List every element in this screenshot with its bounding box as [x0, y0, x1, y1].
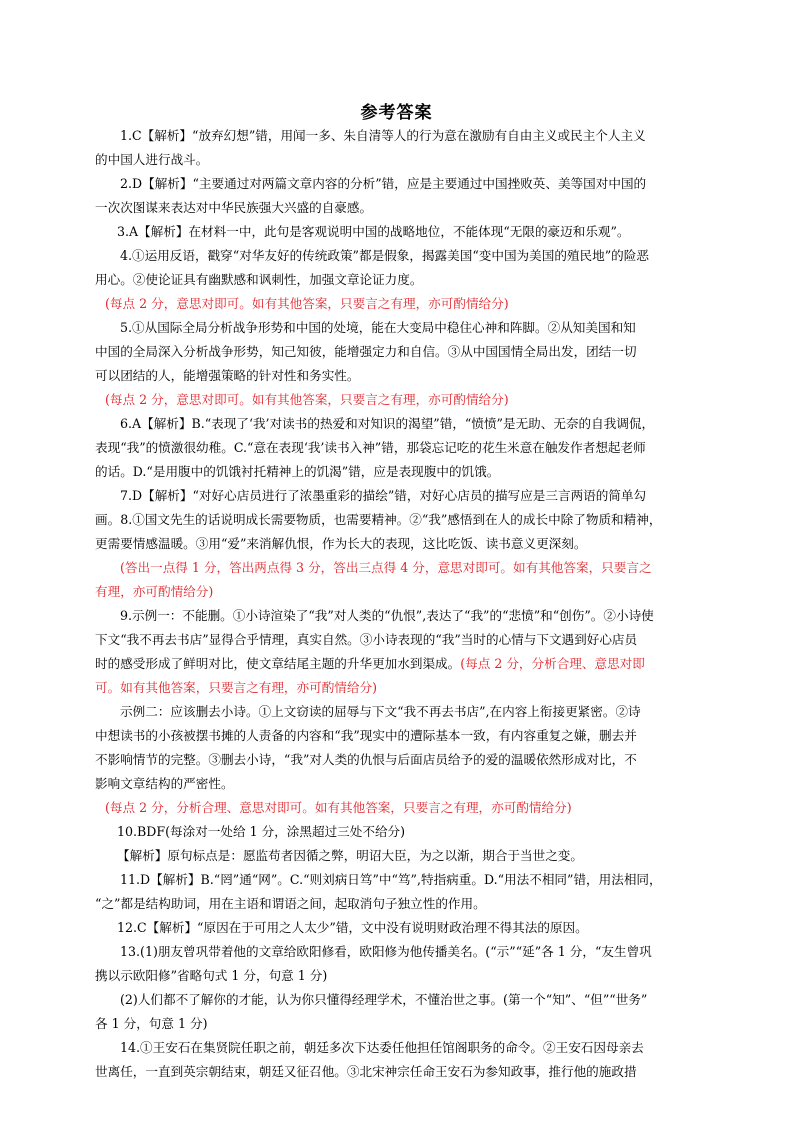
answer-line — [95, 412, 701, 436]
line-text: (2)人们都不了解你的才能，认为你只懂得经理学术，不懂治世之事。(第一个“知”、“但”“世务” — [120, 992, 648, 1007]
answer-line — [95, 172, 701, 196]
answer-line — [95, 196, 701, 220]
answer-line — [95, 1036, 701, 1060]
answer-line — [95, 772, 701, 796]
answer-line — [95, 148, 701, 172]
line-text: 14.①王安石在集贤院任职之前，朝廷多次下达委任他担任馆阁职务的命令。②王安石因母亲去 — [120, 1040, 644, 1055]
answer-line — [95, 508, 701, 532]
line-text: (每点 2 分，分析合理、意思对即可。如有其他答案，只要言之有理，亦可酌情给分) — [105, 800, 572, 815]
line-text: 7.D【解析】“对好心店员进行了浓墨重彩的描绘”错，对好心店员的描写应是三言两语的简单勾 — [120, 488, 647, 503]
answer-line — [95, 316, 701, 340]
line-text: “之”都是结构助词，用在主语和谓语之间，起取消句子独立性的作用。 — [95, 896, 486, 911]
line-text: 1.C【解析】“放弃幻想”错，用闻一多、朱自清等人的行为意在激励有自由主义或民主个人主义 — [120, 128, 646, 143]
line-text: 各 1 分，句意 1 分) — [95, 1016, 208, 1031]
answer-line — [95, 652, 701, 676]
line-text: (每点 2 分，意思对即可。如有其他答案，只要言之有理，亦可酌情给分) — [105, 392, 509, 407]
answer-line — [95, 748, 701, 772]
answer-line — [95, 820, 701, 844]
line-text: 10.BDF(每涂对一处给 1 分，涂黑超过三处不给分) — [117, 824, 406, 839]
scoring-note-inline: (每点 2 分，分析合理、意思对即 — [460, 656, 645, 671]
line-text: 中想读书的小孩被摆书摊的人责备的内容和“我”现实中的遭际基本一致，有内容重复之嫌，删去并 — [95, 728, 637, 743]
line-text: 下文“我不再去书店”显得合乎情理，真实自然。③小诗表现的“我”当时的心情与下文遇到好心店员 — [95, 632, 638, 647]
answer-line — [95, 964, 701, 988]
scoring-note-line — [95, 292, 701, 316]
line-text: 画。8.①国文先生的话说明成长需要物质，也需要精神。②“我”感悟到在人的成长中除了物质和精神， — [95, 512, 662, 527]
answer-line — [95, 916, 701, 940]
line-text: 用心。②使论证具有幽默感和讽刺性，加强文章论证力度。 — [95, 272, 423, 287]
answer-line — [95, 724, 701, 748]
answer-line — [95, 628, 701, 652]
line-text: 2.D【解析】“主要通过对两篇文章内容的分析”错，应是主要通过中国挫败英、美等国对中国的 — [120, 176, 647, 191]
scoring-note-line — [95, 556, 701, 580]
line-text: 更需要情感温暖。③用“爱”来消解仇恨，作为长大的表现，这比吃饭、读书意义更深刻。 — [95, 536, 587, 551]
answer-line — [95, 868, 701, 892]
line-text: 中国的全局深入分析战争形势，知己知彼，能增强定力和自信。③从中国国情全局出发，团结一切 — [95, 344, 637, 359]
line-text: 世离任，一直到英宗朝结束，朝廷又征召他。③北宋神宗任命王安石为参知政事，推行他的施政措 — [95, 1064, 637, 1079]
line-text: 时的感受形成了鲜明对比，使文章结尾主题的升华更加水到渠成。 — [95, 656, 461, 671]
answer-line — [95, 340, 701, 364]
answer-line — [95, 604, 701, 628]
answer-line — [95, 364, 701, 388]
answer-line — [95, 1060, 701, 1084]
answer-line — [95, 532, 701, 556]
answer-line — [95, 484, 701, 508]
answer-line — [95, 700, 701, 724]
line-text: 5.①从国际全局分析战争形势和中国的处境，能在大变局中稳住心神和阵脚。②从知美国和知 — [120, 320, 636, 335]
line-text: 可以团结的人，能增强策略的针对性和务实性。 — [95, 368, 360, 383]
line-text: (答出一点得 1 分，答出两点得 3 分，答出三点得 4 分，意思对即可。如有其他答案，只要言之 — [120, 560, 652, 575]
scoring-note-line — [95, 676, 701, 700]
answer-line — [95, 460, 701, 484]
line-text: 示例二：应该删去小诗。①上文窃读的屈辱与下文“我不再去书店”,在内容上衔接更紧密。②诗 — [120, 704, 641, 719]
line-text: (每点 2 分，意思对即可。如有其他答案，只要言之有理，亦可酌情给分) — [105, 296, 509, 311]
answer-line — [95, 436, 701, 460]
page-title: 参考答案 — [360, 103, 433, 123]
answer-line — [95, 268, 701, 292]
answer-line — [95, 892, 701, 916]
answer-line — [95, 940, 701, 964]
line-text: 携以示欧阳修”省略句式 1 分，句意 1 分) — [95, 968, 328, 983]
line-text: 12.C【解析】“原因在于可用之人太少”错，文中没有说明财政治理不得其法的原因。 — [117, 920, 588, 935]
line-text: 4.①运用反语，戳穿“对华友好的传统政策”都是假象，揭露美国“变中国为美国的殖民地”的险恶 — [120, 248, 649, 263]
answer-line — [95, 244, 701, 268]
line-text: 9.示例一：不能删。①小诗渲染了“我”对人类的“仇恨”,表达了“我”的“悲愤”和“创伤”。②小诗使 — [120, 608, 654, 623]
line-text: 【解析】原句标点是：愿监苟者因循之弊，明诏大臣，为之以渐，期合于当世之变。 — [117, 848, 583, 863]
line-text: 13.(1)朋友曾巩带着他的文章给欧阳修看，欧阳修为他传播美名。(“示”“延”各 1 分，“友生曾巩 — [120, 944, 652, 959]
line-text: 的中国人进行战斗。 — [95, 152, 209, 167]
line-text: 3.A【解析】在材料一中，此句是客观说明中国的战略地位，不能体现“无限的豪迈和乐观”。 — [117, 224, 630, 239]
line-text: 可。如有其他答案，只要言之有理，亦可酌情给分) — [95, 680, 377, 695]
answer-line — [95, 988, 701, 1012]
line-text: 不影响情节的完整。③删去小诗，“我”对人类的仇恨与后面店员给予的爱的温暖依然形成对比，不 — [95, 752, 637, 767]
line-text: 的话。D.“是用腹中的饥饿衬托精神上的饥渴”错，应是表现腹中的饥饿。 — [95, 464, 500, 479]
scoring-note-line — [95, 580, 701, 604]
line-text: 表现“我”的愤激很幼稚。C.“意在表现‘我’读书入神”错，那袋忘记吃的花生米意在触发作者想起老师 — [95, 440, 646, 455]
answer-line — [95, 220, 701, 244]
answer-body — [95, 124, 701, 1084]
scoring-note-line — [95, 388, 701, 412]
answer-line — [95, 1012, 701, 1036]
line-text: 6.A【解析】B.“表现了‘我’对读书的热爱和对知识的渴望”错，“愤愤”是无助、无奈的自我调侃， — [120, 416, 655, 431]
scoring-note-line — [95, 796, 701, 820]
line-text: 有理，亦可酌情给分) — [95, 584, 214, 599]
answer-line — [95, 124, 701, 148]
line-text: 影响文章结构的严密性。 — [95, 776, 234, 791]
answer-line — [95, 844, 701, 868]
line-text: 一次次图谋来表达对中华民族强大兴盛的自豪感。 — [95, 200, 373, 215]
line-text: 11.D【解析】B.“罔”通“网”。C.“则刘病日笃”中“笃”,特指病重。D.“用法不相同”错，用法相同， — [120, 872, 662, 887]
